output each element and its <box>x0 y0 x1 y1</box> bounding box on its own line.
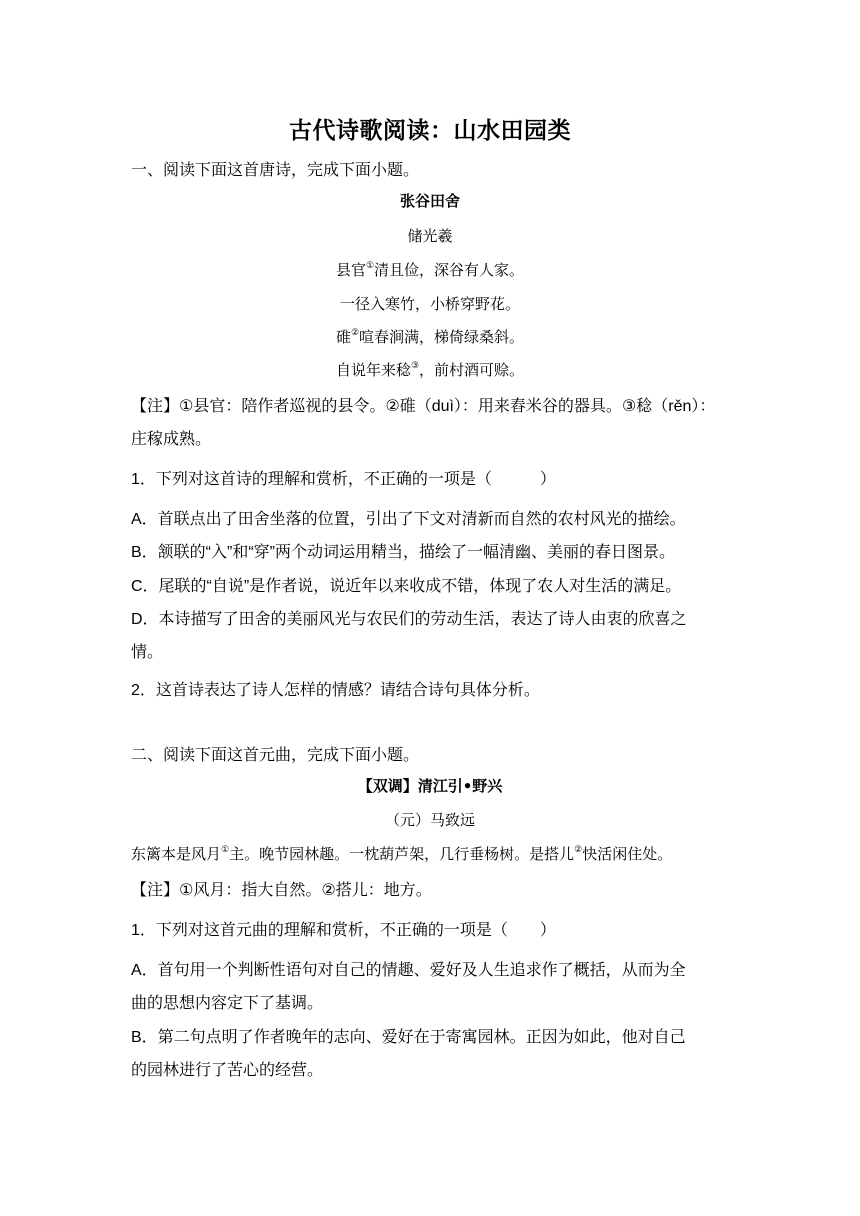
option-b: B．颔联的“入”和“穿”两个动词运用精当，描绘了一幅清幽、美丽的春日图景。 <box>131 544 675 561</box>
question-1: 1．下列对这首诗的理解和赏析，不正确的一项是（ ） <box>131 471 556 488</box>
qu-author: （元）马致远 <box>384 811 475 829</box>
footnote-mark: ③ <box>410 361 420 371</box>
question-1: 1．下列对这首元曲的理解和赏析，不正确的一项是（ ） <box>131 922 556 939</box>
note-text: 庄稼成熟。 <box>131 431 212 448</box>
footnote-mark: ① <box>221 845 230 855</box>
poem-text: 自说年来稔 <box>335 361 411 379</box>
poem-text: 县官 <box>335 261 366 279</box>
poem-line <box>0 259 860 280</box>
poem-text: 喧春涧满，梯倚绿桑斜。 <box>359 328 525 346</box>
poem-author: 储光羲 <box>407 227 453 245</box>
poem-title: 张谷田舍 <box>399 192 460 210</box>
qu-title <box>0 775 860 796</box>
footnote-mark: ② <box>574 845 583 855</box>
option-a-cont: 曲的思想内容定下了基调。 <box>131 995 324 1012</box>
qu-text-part: 主。晚节园林趣。一枕葫芦架，几行垂杨树。是搭儿 <box>229 845 575 863</box>
option-a: A．首句用一个判断性语句对自己的情趣、爱好及人生追求作了概括，从而为全 <box>131 962 686 979</box>
qu-title-bracket: 【双调】 <box>357 777 418 795</box>
note-text: 【注】①县官：陪作者巡视的县令。②碓（duì）：用来舂米谷的器具。③稔（rěn）： <box>131 398 716 415</box>
poem-text: 一径入寒竹，小桥穿野花。 <box>339 295 520 313</box>
poem-line <box>0 326 860 347</box>
question-2: 2．这首诗表达了诗人怎样的情感？请结合诗句具体分析。 <box>131 682 540 699</box>
qu-text <box>131 843 672 864</box>
page-title: 古代诗歌阅读：山水田园类 <box>289 117 571 143</box>
footnote-mark: ② <box>350 328 360 338</box>
poem-line <box>0 359 860 380</box>
section1-heading: 一、阅读下面这首唐诗，完成下面小题。 <box>131 162 420 179</box>
section2-heading: 二、阅读下面这首元曲，完成下面小题。 <box>131 747 420 764</box>
poem-text: 碓 <box>335 328 351 346</box>
option-d: D．本诗描写了田舍的美丽风光与农民们的劳动生活，表达了诗人由衷的欣喜之 <box>131 611 687 628</box>
option-d-cont: 情。 <box>131 644 164 661</box>
poem-line <box>0 293 860 314</box>
footnote-mark: ① <box>365 261 375 271</box>
note-text: 【注】①风月：指大自然。②搭儿：地方。 <box>131 882 432 899</box>
option-b-cont: 的园林进行了苦心的经营。 <box>131 1062 324 1079</box>
poem-text: ，前村酒可赊。 <box>419 361 525 379</box>
qu-title-main: 清江引•野兴 <box>417 777 503 795</box>
qu-text-part: 快活闲住处。 <box>582 845 673 863</box>
option-a: A．首联点出了田舍坐落的位置，引出了下文对清新而自然的农村风光的描绘。 <box>131 511 686 528</box>
qu-text-part: 东篱本是风月 <box>131 845 222 863</box>
poem-text: 清且俭，深谷有人家。 <box>374 261 525 279</box>
option-b: B．第二句点明了作者晚年的志向、爱好在于寄寓园林。正因为如此，他对自己 <box>131 1029 686 1046</box>
option-c: C．尾联的“自说”是作者说，说近年以来收成不错，体现了农人对生活的满足。 <box>131 578 682 595</box>
